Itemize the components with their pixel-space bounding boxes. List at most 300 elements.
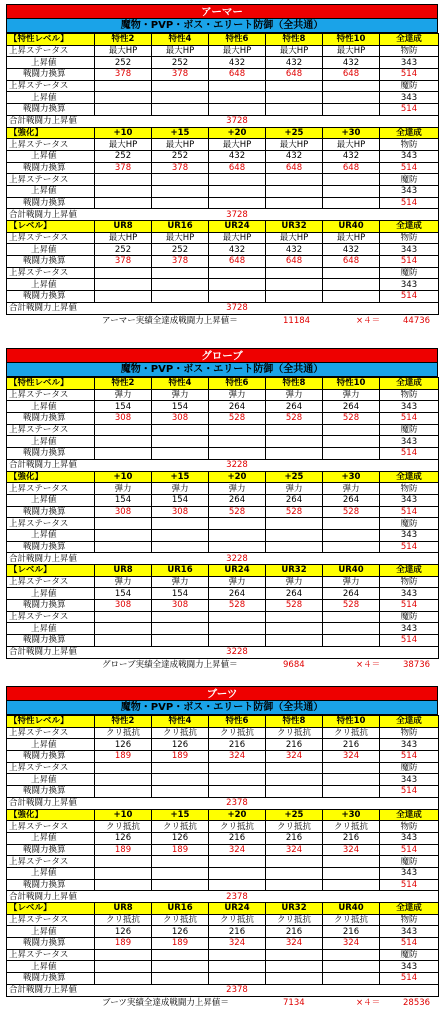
empty-cell — [152, 635, 209, 647]
total-value: 3228 — [95, 553, 380, 565]
header-all: 全達成 — [380, 34, 439, 46]
empty-cell — [209, 973, 266, 985]
empty-cell — [266, 80, 323, 92]
power-cell: 648 — [209, 256, 266, 268]
table-row — [7, 879, 439, 891]
header-all: 全達成 — [380, 903, 439, 915]
header-cell: UR24 — [209, 221, 266, 233]
value-cell: 126 — [152, 832, 209, 844]
section-title: アーマー — [6, 4, 438, 19]
value-cell: 432 — [209, 57, 266, 69]
row-label-stat: 上昇ステータス — [7, 949, 95, 961]
all-value-cell: 343 — [380, 832, 439, 844]
header-cell: +10 — [95, 809, 152, 821]
all-power-cell: 514 — [380, 506, 439, 518]
table-row — [7, 150, 439, 162]
table-row — [7, 389, 439, 401]
empty-cell — [266, 279, 323, 291]
empty-cell — [95, 949, 152, 961]
table-row — [7, 267, 439, 279]
power-cell: 324 — [323, 938, 380, 950]
header-cell: UR24 — [209, 903, 266, 915]
empty-cell — [266, 424, 323, 436]
row-label-power: 戦闘力換算 — [7, 600, 95, 612]
empty-cell — [95, 541, 152, 553]
table-row — [7, 69, 439, 81]
value-cell: 264 — [266, 401, 323, 413]
header-all: 全達成 — [380, 378, 439, 390]
summary-value: 11184 — [283, 315, 311, 326]
all-power-cell: 514 — [380, 256, 439, 268]
row-label-stat: 上昇ステータス — [7, 174, 95, 186]
stat-name-cell: クリ抵抗 — [266, 914, 323, 926]
row-label-total: 合計戦闘力上昇値 — [7, 302, 95, 314]
section-subtitle: 魔物・PVP・ボス・エリート防御（全共通） — [6, 19, 438, 33]
total-row — [7, 553, 439, 565]
header-cell: 【強化】 — [7, 127, 95, 139]
value-cell: 216 — [266, 739, 323, 751]
empty-cell — [152, 529, 209, 541]
all-power-cell: 514 — [380, 973, 439, 985]
stat-name-cell: 最大HP — [95, 232, 152, 244]
empty-cell — [323, 762, 380, 774]
all-value-cell: 343 — [380, 529, 439, 541]
total-end — [380, 209, 439, 221]
row-label-value: 上昇値 — [7, 529, 95, 541]
total-end — [380, 553, 439, 565]
empty-cell — [323, 623, 380, 635]
empty-cell — [266, 197, 323, 209]
all-power-cell: 514 — [380, 938, 439, 950]
empty-cell — [323, 611, 380, 623]
value-cell: 264 — [266, 494, 323, 506]
power-cell: 324 — [266, 751, 323, 763]
summary-label: アーマー実績全達成戦闘力上昇値＝ — [102, 315, 238, 326]
power-cell: 324 — [266, 938, 323, 950]
value-cell: 216 — [323, 832, 380, 844]
empty-cell — [323, 879, 380, 891]
empty-cell — [209, 961, 266, 973]
empty-cell — [209, 867, 266, 879]
header-cell: +25 — [266, 809, 323, 821]
header-cell: 【特性レベル】 — [7, 716, 95, 728]
row-label-stat: 上昇ステータス — [7, 914, 95, 926]
all-value-cell: 343 — [380, 150, 439, 162]
empty-cell — [95, 623, 152, 635]
empty-cell — [209, 635, 266, 647]
all-stat-cell: 魔防 — [380, 267, 439, 279]
value-cell: 432 — [266, 244, 323, 256]
power-cell: 378 — [152, 256, 209, 268]
empty-cell — [95, 174, 152, 186]
all-stat-cell: 物防 — [380, 576, 439, 588]
empty-cell — [95, 774, 152, 786]
header-cell: +20 — [209, 471, 266, 483]
power-cell: 378 — [95, 162, 152, 174]
power-cell: 189 — [152, 751, 209, 763]
empty-cell — [209, 856, 266, 868]
stat-name-cell: 弾力 — [95, 576, 152, 588]
table-row — [7, 57, 439, 69]
empty-cell — [152, 92, 209, 104]
empty-cell — [209, 424, 266, 436]
header-cell: +20 — [209, 127, 266, 139]
power-cell: 528 — [209, 413, 266, 425]
table-row — [7, 938, 439, 950]
table-row — [7, 162, 439, 174]
stat-name-cell: 最大HP — [209, 45, 266, 57]
row-label-power: 戦闘力換算 — [7, 413, 95, 425]
header-cell: 【レベル】 — [7, 903, 95, 915]
row-label-stat: 上昇ステータス — [7, 762, 95, 774]
header-cell: 特性2 — [95, 378, 152, 390]
header-cell: +30 — [323, 127, 380, 139]
summary-multiplier: ×４＝ — [356, 659, 381, 670]
empty-cell — [95, 518, 152, 530]
row-label-value: 上昇値 — [7, 57, 95, 69]
value-cell: 264 — [209, 588, 266, 600]
all-stat-cell: 魔防 — [380, 611, 439, 623]
value-cell: 252 — [95, 57, 152, 69]
header-cell: 【強化】 — [7, 471, 95, 483]
empty-cell — [152, 197, 209, 209]
all-value-cell: 343 — [380, 739, 439, 751]
empty-cell — [209, 436, 266, 448]
value-cell: 432 — [266, 150, 323, 162]
total-end — [380, 646, 439, 658]
row-label-total: 合計戦闘力上昇値 — [7, 459, 95, 471]
empty-cell — [266, 291, 323, 303]
empty-cell — [209, 879, 266, 891]
all-power-cell: 514 — [380, 197, 439, 209]
value-cell: 154 — [152, 588, 209, 600]
header-cell: +15 — [152, 809, 209, 821]
row-label-power: 戦闘力換算 — [7, 506, 95, 518]
table-row — [7, 973, 439, 985]
total-row — [7, 797, 439, 809]
stat-name-cell: クリ抵抗 — [209, 727, 266, 739]
power-cell: 378 — [152, 69, 209, 81]
row-label-power: 戦闘力換算 — [7, 69, 95, 81]
row-label-value: 上昇値 — [7, 739, 95, 751]
all-value-cell: 343 — [380, 185, 439, 197]
empty-cell — [323, 80, 380, 92]
empty-cell — [209, 92, 266, 104]
empty-cell — [95, 197, 152, 209]
power-cell: 528 — [323, 600, 380, 612]
table-row — [7, 949, 439, 961]
value-cell: 432 — [323, 57, 380, 69]
table-row — [7, 279, 439, 291]
header-cell: +10 — [95, 471, 152, 483]
row-label-power: 戦闘力換算 — [7, 973, 95, 985]
row-label-power: 戦闘力換算 — [7, 162, 95, 174]
all-value-cell: 343 — [380, 401, 439, 413]
empty-cell — [209, 291, 266, 303]
header-cell: +25 — [266, 471, 323, 483]
header-cell: +30 — [323, 471, 380, 483]
empty-cell — [95, 879, 152, 891]
empty-cell — [95, 635, 152, 647]
stat-name-cell: 最大HP — [209, 232, 266, 244]
empty-cell — [266, 174, 323, 186]
empty-cell — [266, 961, 323, 973]
empty-cell — [209, 197, 266, 209]
table-row — [7, 529, 439, 541]
header-cell: 【特性レベル】 — [7, 378, 95, 390]
empty-cell — [152, 267, 209, 279]
stat-name-cell: クリ抵抗 — [209, 914, 266, 926]
row-label-stat: 上昇ステータス — [7, 80, 95, 92]
total-value: 2378 — [95, 891, 380, 903]
power-cell: 378 — [152, 162, 209, 174]
all-value-cell: 343 — [380, 244, 439, 256]
all-value-cell: 343 — [380, 436, 439, 448]
table-row — [7, 424, 439, 436]
empty-cell — [323, 856, 380, 868]
row-label-stat: 上昇ステータス — [7, 611, 95, 623]
header-cell: +25 — [266, 127, 323, 139]
row-label-value: 上昇値 — [7, 150, 95, 162]
header-cell: 特性6 — [209, 716, 266, 728]
power-cell: 648 — [323, 162, 380, 174]
empty-cell — [266, 879, 323, 891]
header-cell: UR40 — [323, 565, 380, 577]
empty-cell — [266, 856, 323, 868]
header-row-level — [7, 565, 439, 577]
stat-name-cell: 弾力 — [209, 576, 266, 588]
header-cell: UR8 — [95, 565, 152, 577]
empty-cell — [209, 774, 266, 786]
row-label-value: 上昇値 — [7, 926, 95, 938]
total-end — [380, 459, 439, 471]
empty-cell — [95, 436, 152, 448]
table-row — [7, 588, 439, 600]
all-value-cell: 343 — [380, 57, 439, 69]
all-stat-cell: 物防 — [380, 914, 439, 926]
header-row-enhance — [7, 471, 439, 483]
empty-cell — [209, 80, 266, 92]
empty-cell — [266, 448, 323, 460]
value-cell: 432 — [323, 244, 380, 256]
empty-cell — [323, 104, 380, 116]
power-cell: 308 — [95, 413, 152, 425]
header-row-enhance — [7, 127, 439, 139]
stat-name-cell: クリ抵抗 — [323, 727, 380, 739]
empty-cell — [209, 949, 266, 961]
empty-cell — [95, 961, 152, 973]
section-subtitle: 魔物・PVP・ボス・エリート防御（全共通） — [6, 363, 438, 377]
header-cell: UR8 — [95, 903, 152, 915]
row-label-total: 合計戦闘力上昇値 — [7, 553, 95, 565]
table-row — [7, 576, 439, 588]
row-label-stat: 上昇ステータス — [7, 232, 95, 244]
empty-cell — [323, 518, 380, 530]
empty-cell — [95, 611, 152, 623]
table-row — [7, 104, 439, 116]
header-cell: 特性2 — [95, 716, 152, 728]
empty-cell — [323, 541, 380, 553]
table-row — [7, 483, 439, 495]
empty-cell — [95, 92, 152, 104]
power-cell: 189 — [152, 844, 209, 856]
header-cell: 特性6 — [209, 34, 266, 46]
total-row — [7, 302, 439, 314]
empty-cell — [152, 762, 209, 774]
power-cell: 528 — [323, 413, 380, 425]
total-end — [380, 797, 439, 809]
empty-cell — [323, 174, 380, 186]
row-label-power: 戦闘力換算 — [7, 541, 95, 553]
empty-cell — [209, 623, 266, 635]
header-row-enhance — [7, 809, 439, 821]
power-cell: 648 — [266, 69, 323, 81]
stat-name-cell: クリ抵抗 — [152, 914, 209, 926]
all-stat-cell: 魔防 — [380, 174, 439, 186]
row-label-stat: 上昇ステータス — [7, 267, 95, 279]
empty-cell — [152, 867, 209, 879]
value-cell: 126 — [152, 739, 209, 751]
table-row — [7, 139, 439, 151]
empty-cell — [152, 611, 209, 623]
value-cell: 264 — [323, 401, 380, 413]
table-row — [7, 244, 439, 256]
total-end — [380, 115, 439, 127]
value-cell: 432 — [209, 150, 266, 162]
power-cell: 378 — [95, 256, 152, 268]
empty-cell — [209, 611, 266, 623]
empty-cell — [95, 279, 152, 291]
row-label-power: 戦闘力換算 — [7, 291, 95, 303]
empty-cell — [152, 518, 209, 530]
empty-cell — [323, 185, 380, 197]
value-cell: 216 — [323, 926, 380, 938]
empty-cell — [152, 424, 209, 436]
stat-name-cell: クリ抵抗 — [152, 821, 209, 833]
empty-cell — [209, 448, 266, 460]
header-row-level — [7, 903, 439, 915]
row-label-total: 合計戦闘力上昇値 — [7, 984, 95, 996]
row-label-total: 合計戦闘力上昇値 — [7, 797, 95, 809]
header-row-trait — [7, 34, 439, 46]
empty-cell — [152, 185, 209, 197]
value-cell: 264 — [209, 494, 266, 506]
section-title: グローブ — [6, 348, 438, 363]
table-row — [7, 413, 439, 425]
empty-cell — [323, 774, 380, 786]
summary-line — [6, 659, 438, 672]
total-row — [7, 209, 439, 221]
all-stat-cell: 魔防 — [380, 949, 439, 961]
header-all: 全達成 — [380, 565, 439, 577]
empty-cell — [95, 185, 152, 197]
empty-cell — [95, 973, 152, 985]
empty-cell — [323, 92, 380, 104]
row-label-value: 上昇値 — [7, 774, 95, 786]
header-cell: 【レベル】 — [7, 221, 95, 233]
all-power-cell: 514 — [380, 104, 439, 116]
table-row — [7, 926, 439, 938]
row-label-value: 上昇値 — [7, 867, 95, 879]
power-cell: 324 — [323, 844, 380, 856]
table-row — [7, 867, 439, 879]
empty-cell — [152, 961, 209, 973]
power-cell: 189 — [95, 751, 152, 763]
header-cell: 【レベル】 — [7, 565, 95, 577]
stat-name-cell: 弾力 — [95, 483, 152, 495]
empty-cell — [152, 541, 209, 553]
table-row — [7, 80, 439, 92]
empty-cell — [209, 762, 266, 774]
table-row — [7, 197, 439, 209]
empty-cell — [266, 867, 323, 879]
empty-cell — [95, 448, 152, 460]
stat-name-cell: 最大HP — [95, 139, 152, 151]
all-stat-cell: 魔防 — [380, 80, 439, 92]
empty-cell — [95, 856, 152, 868]
total-value: 3228 — [95, 459, 380, 471]
empty-cell — [323, 291, 380, 303]
all-power-cell: 514 — [380, 162, 439, 174]
row-label-value: 上昇値 — [7, 92, 95, 104]
all-power-cell: 514 — [380, 291, 439, 303]
value-cell: 216 — [209, 832, 266, 844]
all-stat-cell: 魔防 — [380, 424, 439, 436]
row-label-power: 戦闘力換算 — [7, 448, 95, 460]
total-row — [7, 984, 439, 996]
power-cell: 189 — [95, 844, 152, 856]
empty-cell — [266, 267, 323, 279]
stat-name-cell: クリ抵抗 — [266, 727, 323, 739]
empty-cell — [152, 279, 209, 291]
table-row — [7, 45, 439, 57]
value-cell: 154 — [95, 588, 152, 600]
empty-cell — [209, 786, 266, 798]
empty-cell — [323, 961, 380, 973]
row-label-stat: 上昇ステータス — [7, 389, 95, 401]
table-row — [7, 185, 439, 197]
stat-name-cell: 最大HP — [95, 45, 152, 57]
total-row — [7, 459, 439, 471]
empty-cell — [266, 518, 323, 530]
power-cell: 308 — [152, 506, 209, 518]
row-label-stat: 上昇ステータス — [7, 576, 95, 588]
all-value-cell: 343 — [380, 623, 439, 635]
stat-name-cell: 弾力 — [266, 576, 323, 588]
header-all: 全達成 — [380, 221, 439, 233]
all-power-cell: 514 — [380, 413, 439, 425]
table-row — [7, 727, 439, 739]
table-row — [7, 739, 439, 751]
empty-cell — [266, 185, 323, 197]
table-row — [7, 256, 439, 268]
summary-line — [6, 315, 438, 328]
header-row-trait — [7, 716, 439, 728]
header-all: 全達成 — [380, 716, 439, 728]
value-cell: 264 — [323, 588, 380, 600]
stat-name-cell: 弾力 — [152, 483, 209, 495]
table-row — [7, 92, 439, 104]
empty-cell — [323, 973, 380, 985]
stat-name-cell: クリ抵抗 — [209, 821, 266, 833]
all-stat-cell: 魔防 — [380, 856, 439, 868]
power-cell: 648 — [209, 69, 266, 81]
empty-cell — [95, 786, 152, 798]
table-row — [7, 291, 439, 303]
table-row — [7, 174, 439, 186]
power-cell: 528 — [209, 506, 266, 518]
value-cell: 252 — [152, 150, 209, 162]
